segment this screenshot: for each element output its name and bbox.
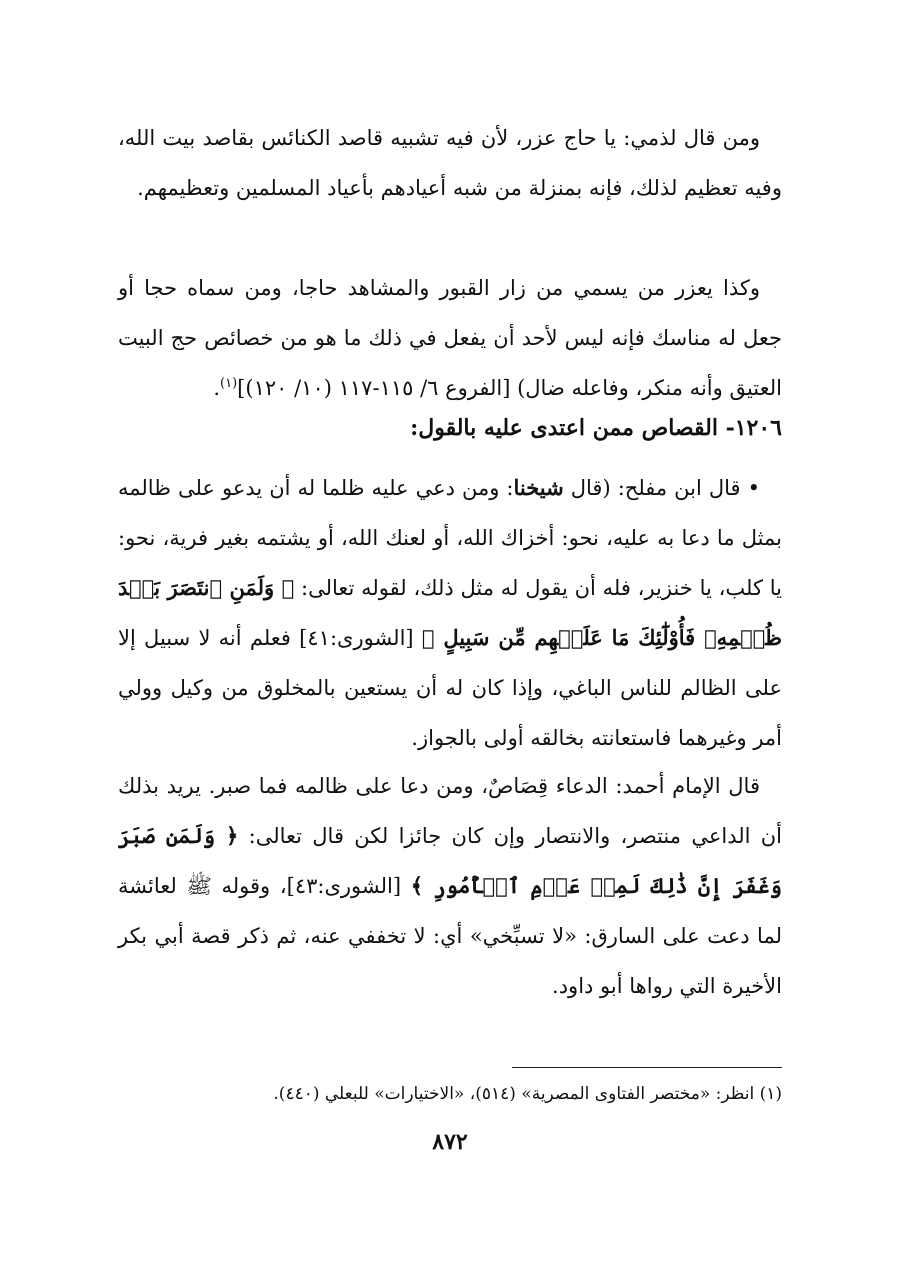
quran-verse-1: ﴿ وَلَمَنِ ٱنتَصَرَ بَعۡدَ ظُلۡمِهِۦ فَأُوْلَٰٓئِكَ مَا عَلَيۡهِم مِّن سَبِيلٍ ﴾: [118, 575, 782, 650]
paragraph-4-rest: [الشورى:٤٣]، وقوله ﷺ لعائشة لما دعت على السارق: «لا تسبِّخي» أي: لا تخففي عنه، ثم ذكر قصة أبي بكر الأخيرة التي رواها أبو داود.: [118, 874, 782, 998]
footnote-reference[interactable]: (١): [220, 376, 238, 391]
paragraph-4-text: قال الإمام أحمد: الدعاء قِصَاصٌ، ومن دعا على ظالمه فما صبر. يريد بذلك أن الداعي منتصر، والانتصار وإن كان جائزا لكن قال تعالى:: [118, 774, 783, 848]
paragraph-3-intro: • قال ابن مفلح: (قال: [563, 476, 760, 500]
paragraph-3: [118, 463, 782, 763]
paragraph-4: [118, 761, 782, 1011]
paragraph-2-text: وكذا يعزر من يسمي من زار القبور والمشاهد حاجا، ومن سماه حجا أو جعل له مناسك فإنه ليس لأحد أن يفعل في ذلك ما هو من خصائص حج البيت العتيق وأنه منكر، وفاعله ضال) [الفروع ٦/ ١١٥-١١٧ (١٠/ ١٢٠)]: [118, 276, 782, 400]
paragraph-2-end: .: [213, 376, 221, 400]
footnote-divider: [512, 1067, 782, 1068]
section-heading: ١٢٠٦- القصاص ممن اعتدى عليه بالقول:: [410, 415, 782, 441]
quran-verse-2: ﴿ وَلَمَن صَبَرَ وَغَفَرَ إِنَّ ذَٰلِكَ لَمِنۡ عَزۡمِ ٱلۡأُمُورِ ﴾: [118, 823, 782, 898]
paragraph-1-text: ومن قال لذمي: يا حاج عزر، لأن فيه تشبيه قاصد الكنائس بقاصد بيت الله، وفيه تعظيم لذلك، فإنه بمنزلة من شبه أعيادهم بأعياد المسلمين وتعظيمهم.: [118, 126, 782, 200]
paragraph-2: [118, 263, 782, 413]
page-number: ٨٧٢: [432, 1129, 468, 1155]
footnote: (١) انظر: «مختصر الفتاوى المصرية» (٥١٤)، «الاختيارات» للبعلي (٤٤٠).: [273, 1084, 782, 1104]
paragraph-3-text: : ومن دعي عليه ظلما له أن يدعو على ظالمه بمثل ما دعا به عليه، نحو: أخزاك الله، أو لعنك الله، أو يشتمه بغير فرية، نحو: يا كلب، يا خنزير، فله أن يقول له مثل ذلك، لقوله تعالى:: [118, 476, 783, 600]
paragraph-3-sheikh: شيخنا: [513, 475, 564, 500]
paragraph-3-rest: [الشورى:٤١] فعلم أنه لا سبيل إلا على الظالم للناس الباغي، وإذا كان له أن يستعين بالمخلوق من وكيل وولي أمر وغيرهما فاستعانته بخالقه أولى بالجواز.: [118, 626, 782, 750]
paragraph-1: [118, 113, 782, 213]
